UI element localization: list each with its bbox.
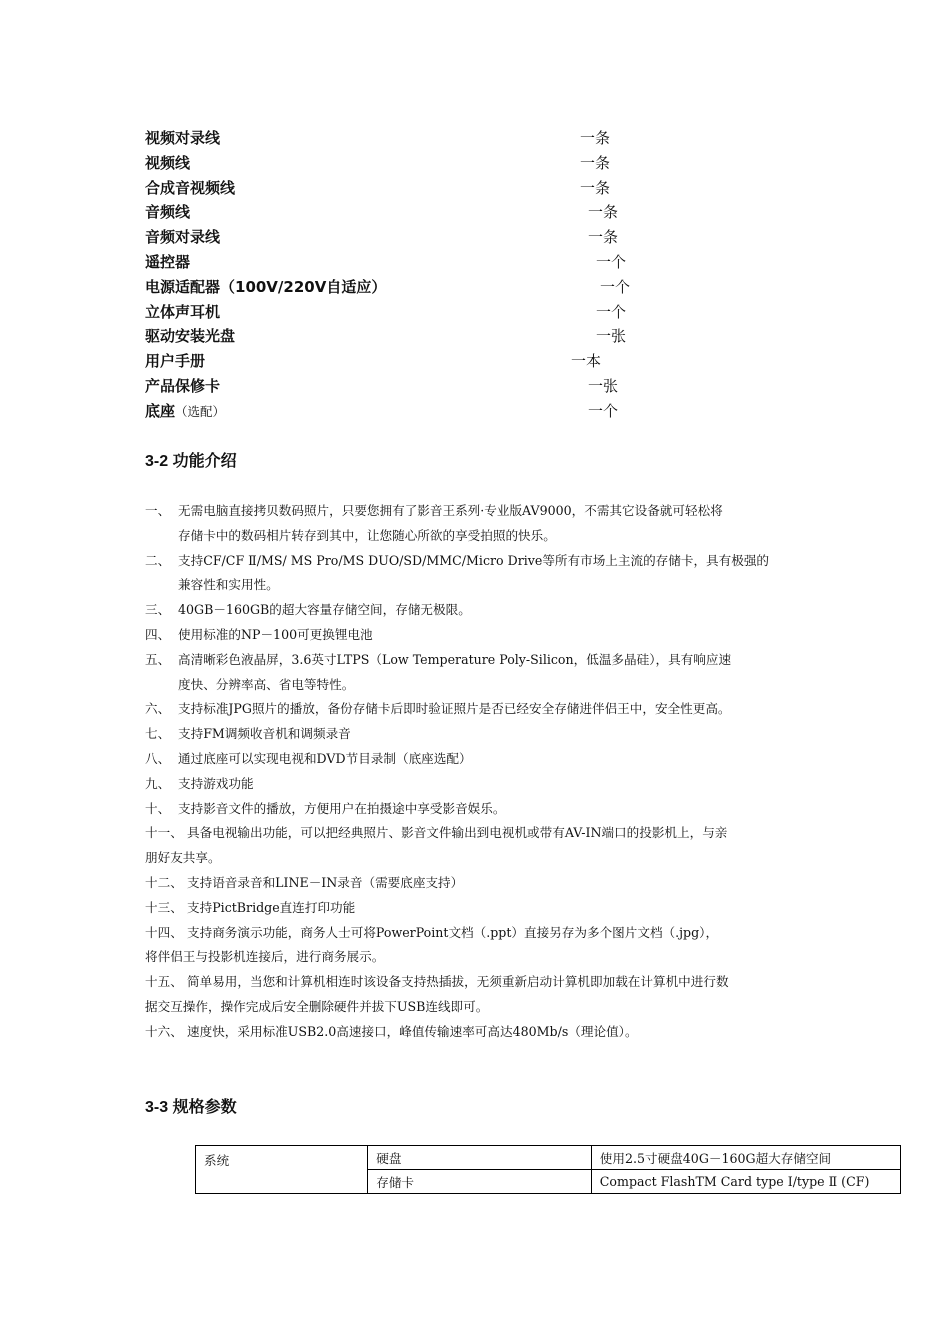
feature-list <box>145 499 810 1045</box>
feature-text: 支持影音文件的播放，方便用户在拍摄途中享受影音娱乐。 <box>178 800 506 816</box>
accessory-row <box>145 300 705 325</box>
accessory-name-text: 底座 <box>145 401 176 420</box>
accessory-qty: 一个 <box>596 302 627 321</box>
accessory-name: 合成音视频线 <box>145 178 236 197</box>
feature-item <box>145 797 810 822</box>
accessory-name: 遥控器 <box>145 252 191 271</box>
accessory-row <box>145 126 705 151</box>
feature-item <box>145 722 810 747</box>
feature-number: 六、 <box>145 701 171 717</box>
accessory-name: 音频对录线 <box>145 228 221 247</box>
feature-text-continued: 存储卡中的数码相片转存到其中，让您随心所欲的享受拍照的快乐。 <box>178 527 556 543</box>
accessory-row <box>145 374 705 399</box>
feature-text: 支持商务演示功能，商务人士可将PowerPoint文档（.ppt）直接另存为多个图片文档（.jpg）， <box>187 924 719 940</box>
feature-number: 三、 <box>145 602 171 618</box>
feature-number: 二、 <box>145 552 171 568</box>
feature-item <box>145 1020 810 1045</box>
section-title-features: 3-2 功能介绍 <box>145 453 237 470</box>
accessory-qty: 一本 <box>571 352 602 371</box>
accessory-name <box>145 399 225 424</box>
accessory-qty: 一个 <box>588 401 619 420</box>
feature-text: 高清晰彩色液晶屏，3.6英寸LTPS（Low Temperature Poly-Silicon，低温多晶硅），具有响应速 <box>178 651 732 667</box>
feature-text: 支持游戏功能 <box>178 775 254 791</box>
accessory-name: 驱动安装光盘 <box>145 327 236 346</box>
feature-item <box>145 871 810 896</box>
feature-number: 九、 <box>145 775 171 791</box>
accessory-qty: 一张 <box>588 376 619 395</box>
accessory-name: 立体声耳机 <box>145 302 221 321</box>
feature-text-continued: 兼容性和实用性。 <box>178 577 279 593</box>
feature-text: 简单易用，当您和计算机相连时该设备支持热插拔，无须重新启动计算机即加载在计算机中进行数 <box>187 974 729 990</box>
accessory-qty: 一条 <box>580 178 611 197</box>
feature-item <box>145 970 810 1020</box>
feature-number: 十、 <box>145 800 171 816</box>
accessory-row <box>145 399 705 424</box>
accessory-qty: 一条 <box>580 129 611 147</box>
accessory-row <box>145 176 705 201</box>
feature-item <box>145 648 810 698</box>
accessory-name: 视频线 <box>145 153 191 172</box>
table-row <box>196 1146 901 1170</box>
accessory-name: 视频对录线 <box>145 129 221 147</box>
accessory-list <box>145 126 705 424</box>
feature-text: 支持FM调频收音机和调频录音 <box>178 726 351 742</box>
feature-text: 具备电视输出功能，可以把经典照片、影音文件输出到电视机或带有AV-IN端口的投影机上，与亲 <box>187 825 728 841</box>
section-title-specs: 3-3 规格参数 <box>145 1099 237 1116</box>
feature-item <box>145 896 810 921</box>
feature-item <box>145 821 810 871</box>
accessory-row <box>145 324 705 349</box>
spec-item-cell: 硬盘 <box>368 1146 592 1170</box>
accessory-qty: 一个 <box>596 252 627 271</box>
feature-number: 十一、 <box>145 825 183 841</box>
feature-item <box>145 549 810 599</box>
feature-number: 十三、 <box>145 899 183 915</box>
accessory-row <box>145 200 705 225</box>
feature-item <box>145 598 810 623</box>
feature-text: 支持标准JPG照片的播放，备份存储卡后即时验证照片是否已经安全存储进伴侣王中，安全性更高。 <box>178 701 731 717</box>
feature-item <box>145 772 810 797</box>
accessory-row <box>145 151 705 176</box>
accessory-name: 产品保修卡 <box>145 376 221 395</box>
feature-text: 通过底座可以实现电视和DVD节目录制（底座选配） <box>178 750 472 766</box>
feature-number: 五、 <box>145 651 171 667</box>
accessory-qty: 一个 <box>600 277 631 296</box>
feature-text-continued: 将伴侣王与投影机连接后，进行商务展示。 <box>145 949 385 965</box>
accessory-name: 用户手册 <box>145 352 206 371</box>
feature-item <box>145 921 810 971</box>
accessory-row <box>145 250 705 275</box>
feature-text: 40GB－160GB的超大容量存储空间，存储无极限。 <box>178 602 471 618</box>
accessory-name: 音频线 <box>145 203 191 222</box>
feature-text-continued: 据交互操作，操作完成后安全删除硬件并拔下USB连线即可。 <box>145 998 489 1014</box>
spec-item-cell: 存储卡 <box>368 1170 592 1194</box>
accessory-qty: 一条 <box>588 228 619 247</box>
feature-item <box>145 697 810 722</box>
accessory-name: 电源适配器（100V/220V自适应） <box>145 277 387 296</box>
feature-text-continued: 朋好友共享。 <box>145 850 221 866</box>
feature-number: 十四、 <box>145 924 183 940</box>
feature-text: 支持CF/CF Ⅱ/MS/ MS Pro/MS DUO/SD/MMC/Micro Drive等所有市场上主流的存储卡，具有极强的 <box>178 552 770 568</box>
accessory-qty: 一条 <box>580 153 611 172</box>
feature-item <box>145 747 810 772</box>
feature-number: 八、 <box>145 750 171 766</box>
feature-number: 十二、 <box>145 874 183 890</box>
accessory-qty: 一张 <box>596 327 627 346</box>
spec-group-cell: 系统 <box>196 1146 368 1194</box>
feature-text-continued: 度快、分辨率高、省电等特性。 <box>178 676 355 692</box>
feature-text: 无需电脑直接拷贝数码照片，只要您拥有了影音王系列·专业版AV9000，不需其它设备就可轻松将 <box>178 503 723 518</box>
feature-number: 四、 <box>145 626 171 642</box>
accessory-note: （选配） <box>175 403 226 419</box>
accessory-row <box>145 349 705 374</box>
feature-item <box>145 499 810 549</box>
accessory-row <box>145 225 705 250</box>
feature-text: 速度快，采用标准USB2.0高速接口，峰值传输速率可高达480Mb/s（理论值）。 <box>187 1023 638 1039</box>
specs-table <box>195 1145 901 1194</box>
accessory-qty: 一条 <box>588 203 619 222</box>
feature-number: 十六、 <box>145 1023 183 1039</box>
feature-text: 使用标准的NP－100可更换锂电池 <box>178 626 373 642</box>
feature-number: 一、 <box>145 503 171 518</box>
spec-value-cell: Compact FlashTM Card type I/type Ⅱ (CF) <box>591 1170 900 1194</box>
accessory-row <box>145 275 705 300</box>
feature-text: 支持语音录音和LINE－IN录音（需要底座支持） <box>187 874 464 890</box>
feature-number: 十五、 <box>145 974 183 990</box>
feature-text: 支持PictBridge直连打印功能 <box>187 899 356 915</box>
spec-value-cell: 使用2.5寸硬盘40G－160G超大存储空间 <box>591 1146 900 1170</box>
feature-number: 七、 <box>145 726 171 742</box>
feature-item <box>145 623 810 648</box>
